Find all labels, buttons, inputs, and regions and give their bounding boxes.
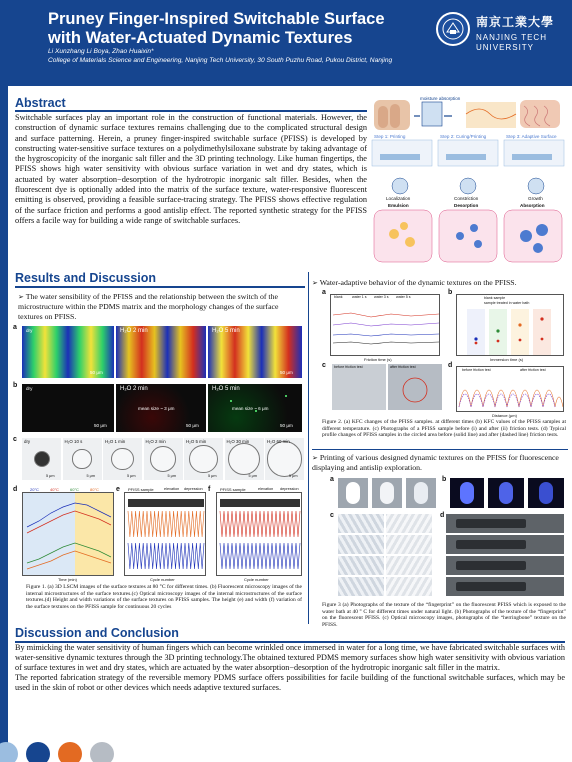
cycle-series-line (128, 543, 204, 569)
decor-circle (58, 742, 82, 762)
fig2-d-legend-before: before friction test (462, 368, 491, 372)
fig1-c-image (225, 438, 264, 480)
fig2-a-chart (330, 294, 440, 356)
fig1-a-scale-1: 50 μm (90, 370, 103, 375)
fig2-label-d: d (448, 362, 453, 369)
fig1-c-label: dry (24, 439, 31, 444)
fig1-f-xlabel: Cycle number (244, 577, 269, 582)
fig1-e-legend-depression: depression (184, 487, 203, 491)
fig2-a-legend-3s: water 3 s (374, 295, 389, 299)
fig2-label-b: b (448, 289, 453, 296)
poster-title: Pruney Finger-Inspired Switchable Surface with Water-Actuated Dynamic Textures (48, 10, 385, 47)
abstract-heading: Abstract (15, 96, 66, 110)
cycle-series-line (220, 511, 300, 537)
fig1-c-scale: 5 μm (167, 474, 177, 478)
fig1-d-legend-80: 80°C (90, 487, 99, 492)
bullet-arrow-icon: ➢ (312, 279, 318, 287)
fig3-b-photo-2 (488, 478, 524, 508)
decor-circle (26, 742, 50, 762)
fig1-d-xlabel: Time (min) (58, 577, 77, 582)
fig2-b-legend-blank: blank sample (484, 296, 506, 300)
abs-label-emulsion: Emulsion (388, 203, 409, 208)
fig3-c-photo (386, 577, 432, 596)
fig3-d-device-photo (446, 577, 564, 596)
fig1-label-b: b (13, 382, 18, 389)
fig1-b-2min-label: H₂O 2 min (120, 386, 148, 392)
cycle-sample-strip (220, 499, 300, 507)
fig1-c-scale: 5 μm (86, 474, 96, 478)
fig3-c-microscopy (338, 535, 384, 554)
fig1-label-f: f (208, 486, 211, 493)
fig1-c-label: H₂O 5 min (186, 439, 207, 444)
fig2-a-legend-5s: water 5 s (396, 295, 411, 299)
discussion-heading: Discussion and Conclusion (15, 626, 179, 640)
fig1-c-label: H₂O 10 s (64, 439, 83, 444)
fig1-b-scale-1: 50 μm (94, 423, 107, 428)
fig3-c-photo (386, 514, 432, 533)
fig1-d-legend-40: 40°C (50, 487, 59, 492)
university-name-cn: 南京工業大學 (476, 15, 555, 29)
fig1-c-label: H₂O 60 min (267, 439, 290, 444)
fig2-b-legend-treated: sample treated in water bath (484, 301, 530, 305)
fig1-c-label: H₂O 1 min (105, 439, 126, 444)
discussion-paragraph-1: By mimicking the water sensitivity of human fingers which can become wrinkled once immersed in water for a long time, we have fabricated switchable surfaces with water-sensitive dynamic textures through the 3D printing technology.The obtained textured PDMS memory surfaces show high water sensitivity with obvious variation of surface textures in wet and dry states, which are actuated by the water absorption−desorption of the hydrotropic inorganic salt filler in the matrix. (15, 643, 565, 673)
fig3-b-photo-1 (450, 478, 484, 508)
fig3-d-device-photo (446, 556, 564, 575)
fig1-c-image (184, 438, 223, 480)
column-divider (308, 272, 309, 624)
fig1-d-legend-20: 20°C (30, 487, 39, 492)
fig1-label-e: e (116, 486, 120, 493)
fluor-dot (230, 400, 232, 402)
fig1-c-image (144, 438, 183, 480)
abstract-text: Switchable surfaces play an important role in the construction of functional materials. However, the construction of dynamic surface textures remains challenging due to the complicated structural design and surface patterning. Herein, a pruney finger-inspired switchable surface (PFISS) is developed by constructing water-sensitive surface textures on a polydimethylsiloxane substrate by taking advantage of the hygroscopicity of the inorganic salt filler and the 3D printing technology. Like human fingertips, the PFISS shows high water sensitivity with obvious surface variation in wet and dry states, which is actuated by water absorption−desorption of the hydrotropic inorganic salt filler. Besides, when the fluorescent dye is optionally added into the matrix of the surface texture, water-responsive fluorescent emitting is observed, providing a feasible surface-tracing strategy. The PFISS shows effective regulation of the surface friction and performs a good antislip effect. The reported synthetic strategy for the PFISS offers a facile way for building a wide range of switchable surfaces. (15, 113, 367, 225)
fig3-c-photo (386, 535, 432, 554)
fig2-c-after-photo (388, 364, 442, 410)
fig2-label-a: a (322, 289, 326, 296)
fig2-label-c: c (322, 362, 326, 369)
fig1-c-scale: 5 μm (127, 474, 136, 478)
abs-label-desorption: Desorption (454, 203, 479, 208)
bullet-water-sensibility-text: The water sensibility of the PFISS and the relationship between the switch of the microstructure within the PDMS matrix and the morphology changes of the surface textures on PFISS. (18, 292, 279, 321)
fig3-c-microscopy (338, 514, 384, 533)
fig1-c-scale: 5 μm (208, 474, 217, 478)
fig1-b-dry-label: dry (26, 386, 33, 391)
bullet-arrow-icon: ➢ (312, 454, 318, 462)
abstract-rule (15, 110, 367, 112)
cycle-sample-strip (128, 499, 204, 507)
fig1-c-scale: 5 μm (46, 474, 55, 478)
bullet-water-adaptive (312, 278, 568, 288)
figure-1-caption: Figure 1. (a) 3D LSCM images of the surface textures at 80 °C for different times. (b) Fluorescent microscopy images of the internal microstructures of the surface textures.(c) Optical microscopy images of the internal microstructures of the surface textures.(d) Height and width variations of the surface textures on PFISS samples. The height (e) and width (f) variation of the surface textures on the PFISS sample for continuous 20 cycles (26, 584, 302, 610)
side-decoration-bar (0, 86, 8, 762)
fig1-b-mean-2min: mean size ~ 3 μm (138, 406, 175, 411)
fig1-c-label: H₂O 30 min (226, 439, 250, 444)
fig3-label-a: a (330, 476, 334, 483)
fig3-c-microscopy (338, 556, 384, 575)
fig2-a-xlabel: Friction time (s) (364, 357, 392, 362)
fig3-label-b: b (442, 476, 447, 483)
abs-label-step1: Step 1: Printing (374, 134, 406, 139)
fig1-c-image (265, 438, 304, 480)
abs-label-step2: Step 2: Curing/Printing (440, 134, 487, 139)
fig3-c-photo (386, 556, 432, 575)
fig3-b-photo-3 (528, 478, 564, 508)
fig1-c-image (63, 438, 102, 480)
abs-label-localization: Localization (386, 196, 411, 201)
fluor-dot (285, 395, 287, 397)
fig3-a-photo-2 (372, 478, 402, 508)
fig1-b-5min-label: H₂O 5 min (212, 386, 240, 392)
figure-2-caption: Figure 2. (a) KFC changes of the PFISS samples. at different times (b) KFC values of the PFISS samples at different temperature. (c) Photographs of a PFISS sample before (i) and after (ii) friction tests. (d) Typical profile changes of PFISS samples in the circled area before (solid line) and after (dashed line) friction tests. (322, 419, 566, 439)
fig1-f-chart (216, 492, 302, 576)
abs-label-absorption: Absorption (520, 203, 545, 208)
fig1-c-scale: 5 μm (248, 474, 258, 478)
fig2-d-legend-after: after friction test (520, 368, 546, 372)
fig3-d-device-photo (446, 514, 564, 533)
university-seal-icon (436, 12, 470, 46)
bullet-water-adaptive-text: Water-adaptive behavior of the dynamic textures on the PFISS. (319, 278, 517, 287)
fig2-c-before-photo (332, 364, 386, 410)
bullet-printing-text: Printing of various designed dynamic textures on the PFISS for fluorescence displaying and antislip exploration. (312, 453, 559, 473)
fig1-b-scale-2: 50 μm (186, 423, 199, 428)
fig1-d-chart (22, 492, 114, 576)
fig1-e-chart (124, 492, 206, 576)
fig1-a-2min-label: H₂O 2 min (120, 328, 148, 334)
fig1-d-legend-60: 60°C (70, 487, 79, 492)
fig2-d-chart (456, 366, 564, 412)
bullet-arrow-icon: ➢ (18, 293, 24, 301)
fig2-c-after-label: after friction test (390, 365, 416, 369)
bullet-printing (312, 453, 568, 473)
cycle-series-line (220, 543, 300, 569)
fig1-e-xlabel: Cycle number (150, 577, 175, 582)
fig1-f-legend-depression: depression (280, 487, 299, 491)
fig1-label-d: d (13, 486, 18, 493)
fig2-d-xlabel: Distance (μm) (492, 413, 517, 418)
cycle-series-line (128, 511, 204, 537)
fig1-f-series-label: PFISS sample (220, 487, 246, 492)
fig1-c-label: H₂O 2 min (145, 439, 166, 444)
fig2-b-xlabel: Immersion time (s) (490, 357, 524, 362)
decor-circle (0, 742, 18, 762)
bullet-water-sensibility (18, 292, 302, 321)
fig3-a-photo-1 (338, 478, 368, 508)
fig3-c-microscopy (338, 577, 384, 596)
affiliation: College of Materials Science and Engineering, Nanjing Tech University, 30 South Puzhu Road, Pukou District, Nanjing (48, 57, 393, 64)
university-name-en: NANJING TECH UNIVERSITY (476, 33, 547, 52)
fig3-label-c: c (330, 512, 334, 519)
fig1-label-c: c (13, 436, 17, 443)
fig1-c-image (22, 438, 61, 480)
fig1-a-scale-3: 50 μm (280, 370, 293, 375)
fig1-f-legend-elevation: elevation (258, 487, 274, 491)
figure-3-caption: Figure 3 (a) Photographs of the texture of the “fingerprint” on the fluorescent PFISS which is exposed to the water bath at 40 ° C for different times under natural light. (b) Photographs of the texture of the “fingerprint” on the fluorescent PFISS. (c) Optical microscopy images, photographs of the “herringbone” texture on the PFISS. (322, 602, 566, 628)
fig1-label-a: a (13, 324, 17, 331)
fig3-label-d: d (440, 512, 445, 519)
abs-label-growth: Growth (528, 196, 543, 201)
fig1-a-dry-label: dry (26, 328, 33, 333)
abs-label-moisture: moisture absorption (420, 96, 461, 101)
fig3-d-device-photo (446, 535, 564, 554)
fig1-c-scale: 5 μm (289, 474, 298, 478)
abstract-graphic (370, 96, 566, 266)
abs-label-constriction: Constriction (454, 196, 479, 201)
discussion-paragraph-2: The reported fabrication strategy of the reversible memory PDMS surface offers possibilities for facile building of the functional switchable surfaces, which may be used in the skin of robot or other devices which needs adaptive textured surfaces. (15, 673, 565, 693)
abs-label-step3: Step 3: Adaptive Surface (506, 134, 557, 139)
fig1-e-legend-elevation: elevation (164, 487, 180, 491)
results-heading: Results and Discussion (15, 271, 157, 285)
decor-circle (90, 742, 114, 762)
results-rule (15, 286, 305, 288)
poster-header (0, 0, 572, 86)
fig2-a-legend-1s: water 1 s (352, 295, 367, 299)
fig1-c-image (103, 438, 142, 480)
fig2-fig3-divider (312, 449, 568, 450)
fig2-c-before-label: before friction test (334, 365, 363, 369)
fig1-a-5min-label: H₂O 5 min (212, 328, 240, 334)
fig1-b-mean-5min: mean size ~ 6 μm (232, 406, 269, 411)
discussion-text (15, 643, 565, 693)
fig3-a-photo-3 (406, 478, 436, 508)
fig1-e-series-label: PFISS sample (128, 487, 154, 492)
fig1-b-scale-3: 50 μm (280, 423, 293, 428)
fig2-a-legend-blank: blank (334, 295, 343, 299)
authors: Li Xunzhang Li Boya, Zhao Huaixin* (48, 48, 154, 55)
